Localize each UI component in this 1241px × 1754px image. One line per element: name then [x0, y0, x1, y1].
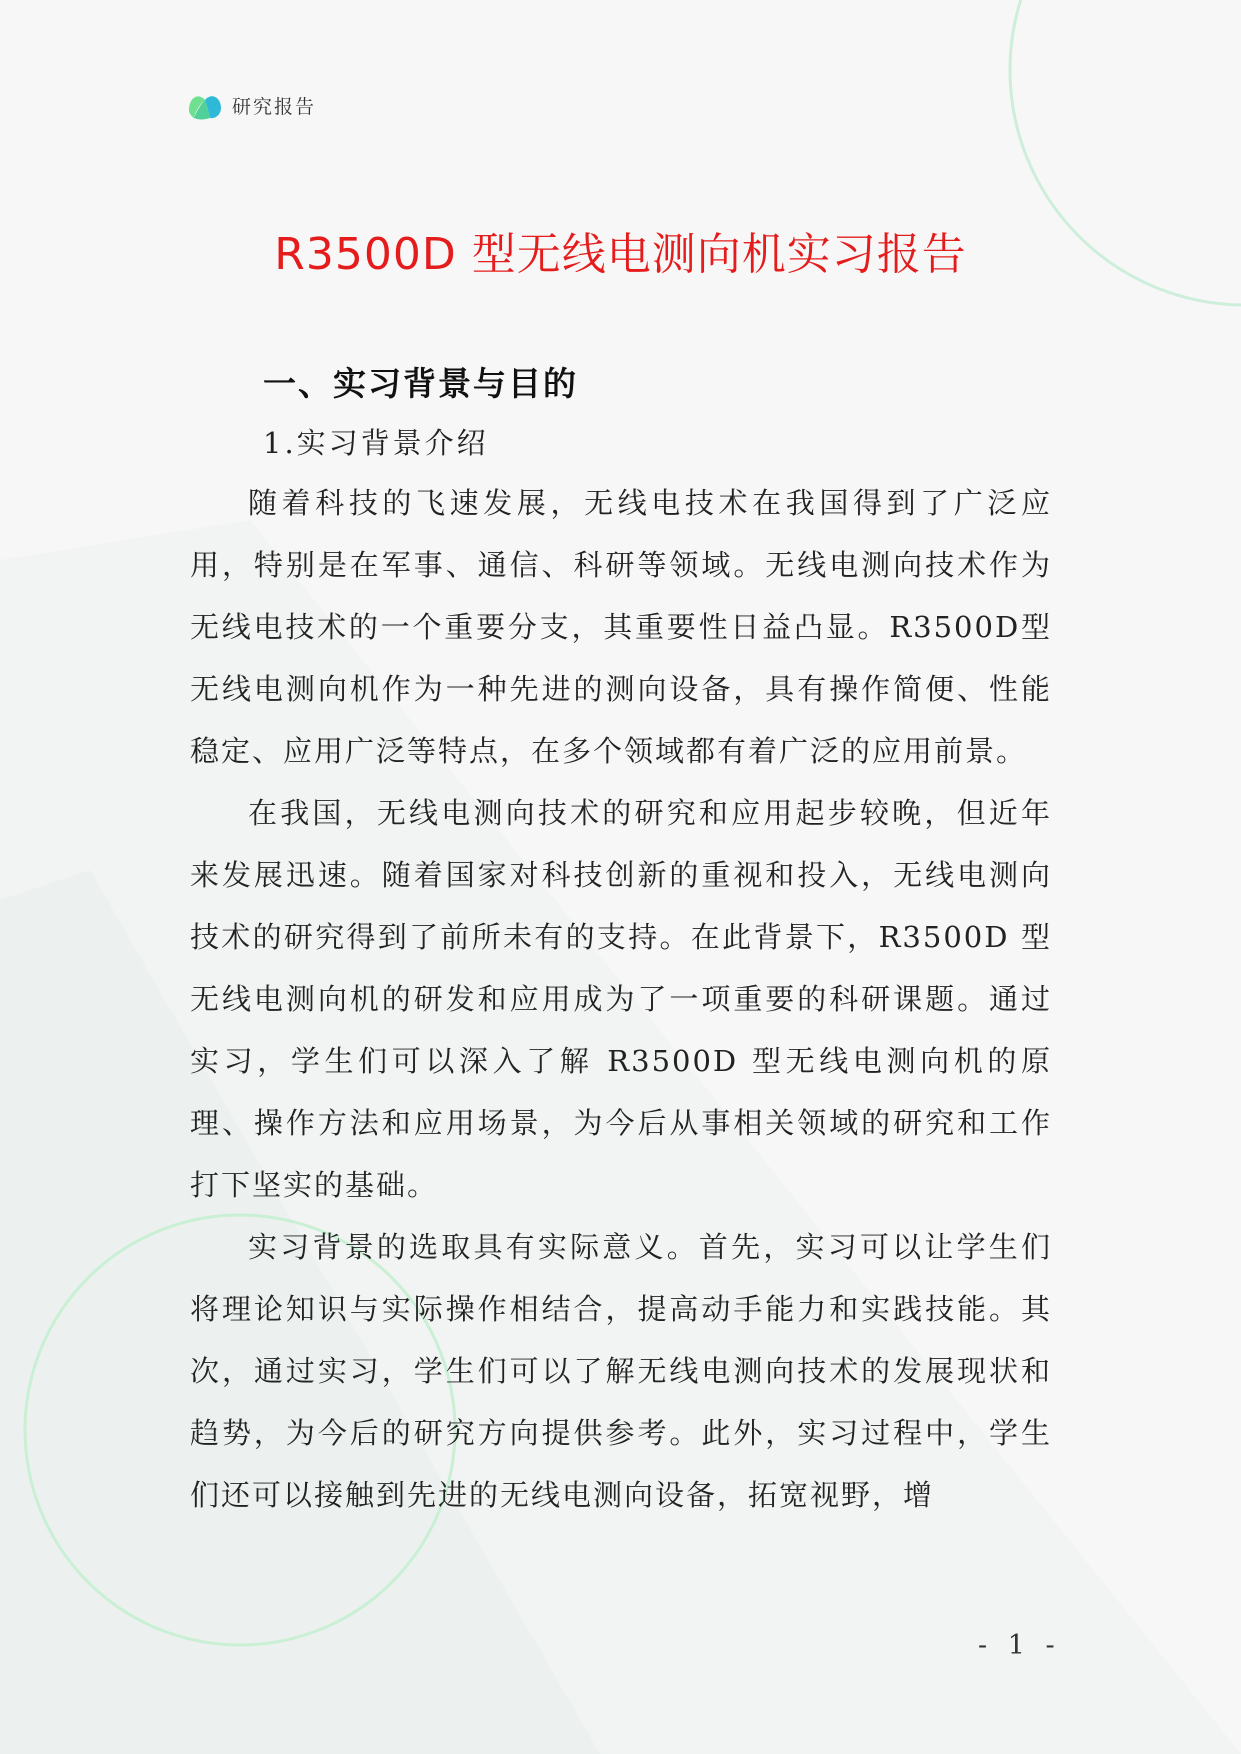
brand-label: 研究报告: [232, 95, 317, 118]
paragraph: 在我国，无线电测向技术的研究和应用起步较晚，但近年来发展迅速。随着国家对科技创新的重视和投入，无线电测向技术的研究得到了前所未有的支持。在此背景下，R3500D 型无线电测向机的研发和应用成为了一项重要的科研课题。通过实习，学生们可以深入了解 R3500D 型无线电测向机的原理、操作方法和应用场景，为今后从事相关领域的研究和工作打下坚实的基础。: [190, 796, 1052, 1202]
page-number: - 1 -: [978, 1630, 1061, 1661]
paragraph: 实习背景的选取具有实际意义。首先，实习可以让学生们将理论知识与实际操作相结合，提高动手能力和实践技能。其次，通过实习，学生们可以了解无线电测向技术的发展现状和趋势，为今后的研究方向提供参考。此外，实习过程中，学生们还可以接触到先进的无线电测向设备，拓宽视野，增: [190, 1230, 1052, 1512]
subsection-heading: 1.实习背景介绍: [263, 426, 489, 460]
document-title: R3500D 型无线电测向机实习报告: [274, 229, 967, 280]
brand-header: [186, 88, 316, 122]
paragraph: 随着科技的飞速发展，无线电技术在我国得到了广泛应用，特别是在军事、通信、科研等领域。无线电测向技术作为无线电技术的一个重要分支，其重要性日益凸显。R3500D型无线电测向机作为一种先进的测向设备，具有操作简便、性能稳定、应用广泛等特点，在多个领域都有着广泛的应用前景。: [190, 486, 1052, 768]
body-text: [190, 472, 1052, 1526]
leaf-logo-icon: [186, 88, 224, 122]
section-heading: 一、实习背景与目的: [263, 364, 578, 403]
